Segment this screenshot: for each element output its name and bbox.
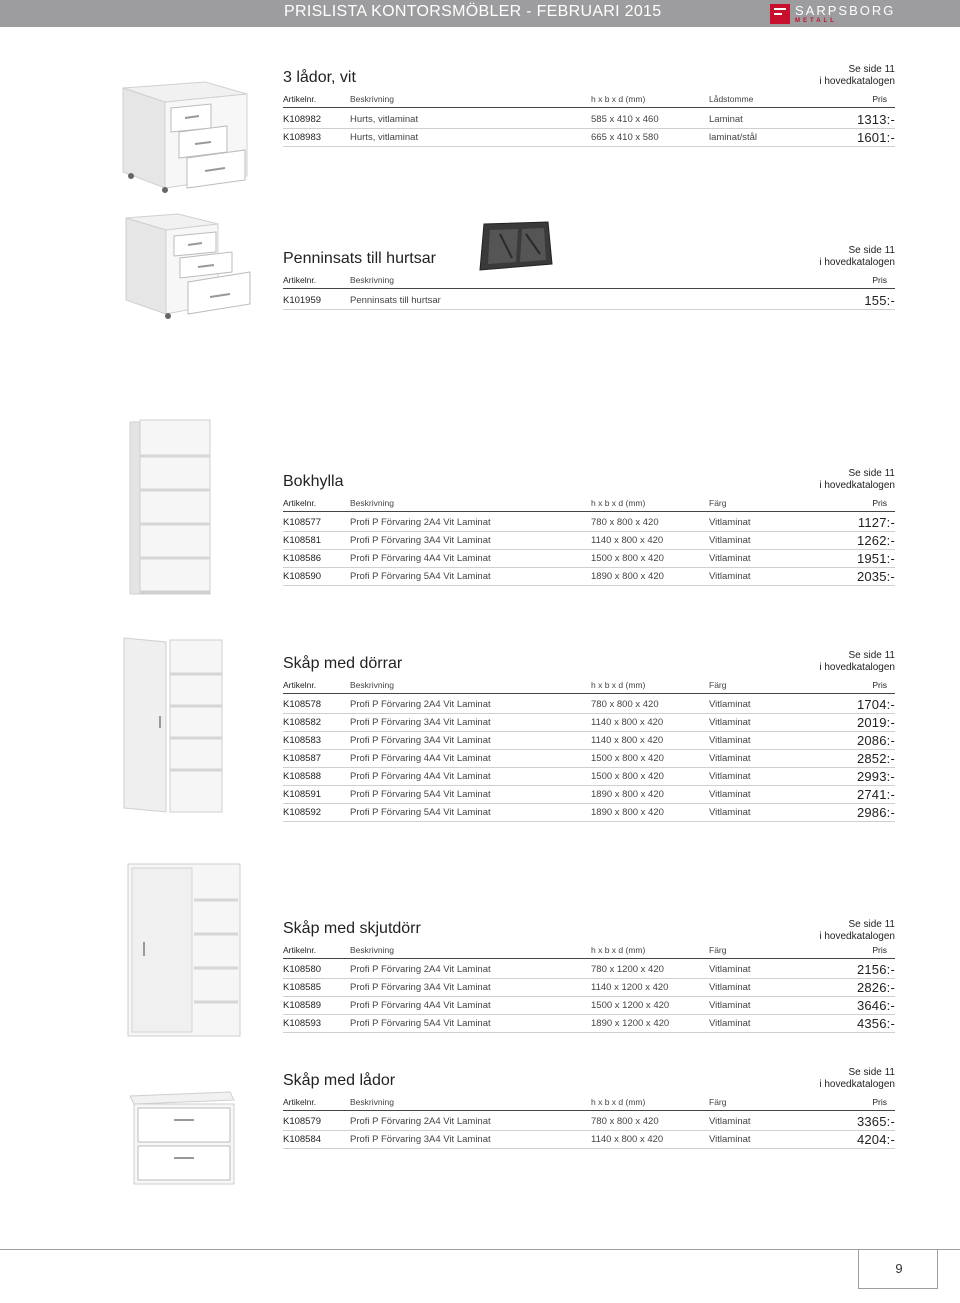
material-cell: Vitlaminat <box>709 571 751 582</box>
column-header-material: Färg <box>709 1097 727 1107</box>
article-number-cell: K108580 <box>283 964 322 975</box>
price-cell: 1704:- <box>856 697 895 712</box>
catalog-reference-line: Se side 11 <box>848 650 895 661</box>
price-section <box>283 649 895 828</box>
material-cell: Vitlaminat <box>709 1116 751 1127</box>
article-number-cell: K108587 <box>283 753 322 764</box>
description-cell: Profi P Förvaring 2A4 Vit Laminat <box>350 699 491 710</box>
column-header-price: Pris <box>872 1097 887 1107</box>
price-section <box>283 1066 895 1155</box>
table-row <box>283 129 895 147</box>
description-cell: Hurts, vitlaminat <box>350 131 419 143</box>
table-row <box>283 714 895 732</box>
table-row <box>283 997 895 1015</box>
catalog-reference <box>819 468 895 492</box>
pedestal-3-drawers-image <box>115 80 255 195</box>
table-row <box>283 1131 895 1149</box>
table-row <box>283 804 895 822</box>
column-header-description: Beskrivning <box>350 680 394 690</box>
column-header-price: Pris <box>872 945 887 955</box>
table-header <box>283 680 895 694</box>
material-cell: Vitlaminat <box>709 807 751 818</box>
column-header-material: Färg <box>709 680 727 690</box>
material-cell: Vitlaminat <box>709 717 751 728</box>
section-title: Skåp med lådor <box>283 1072 396 1089</box>
column-header-article-number: Artikelnr. <box>283 94 317 104</box>
dimensions-cell: 780 x 1200 x 420 <box>591 964 664 975</box>
table-row <box>283 696 895 714</box>
price-section <box>283 244 895 316</box>
catalog-reference <box>819 650 895 674</box>
section-title: Skåp med skjutdörr <box>283 920 421 937</box>
column-header-price: Pris <box>872 680 887 690</box>
top-header-bar <box>0 0 960 27</box>
dimensions-cell: 1500 x 800 x 420 <box>591 553 664 564</box>
dimensions-cell: 1500 x 1200 x 420 <box>591 1000 670 1011</box>
description-cell: Profi P Förvaring 2A4 Vit Laminat <box>350 964 491 975</box>
material-cell: Vitlaminat <box>709 753 751 764</box>
material-cell: Vitlaminat <box>709 789 751 800</box>
dimensions-cell: 1140 x 800 x 420 <box>591 717 664 728</box>
price-cell: 1127:- <box>857 515 895 530</box>
price-cell: 2086:- <box>856 733 895 748</box>
table-row <box>283 550 895 568</box>
material-cell: Vitlaminat <box>709 1134 751 1145</box>
catalog-reference-line: Se side 11 <box>848 245 895 256</box>
sarpsborg-logo <box>770 3 895 25</box>
description-cell: Profi P Förvaring 4A4 Vit Laminat <box>350 1000 491 1011</box>
description-cell: Profi P Förvaring 2A4 Vit Laminat <box>350 517 491 528</box>
article-number-cell: K108577 <box>283 517 322 528</box>
logo-mark-icon <box>770 4 790 24</box>
section-title: Penninsats till hurtsar <box>283 250 436 267</box>
catalog-reference-line: Se side 11 <box>848 64 895 75</box>
article-number-cell: K108586 <box>283 553 322 564</box>
catalog-reference <box>819 64 895 88</box>
description-cell: Profi P Förvaring 2A4 Vit Laminat <box>350 1116 491 1127</box>
material-cell: Vitlaminat <box>709 699 751 710</box>
article-number-cell: K108588 <box>283 771 322 782</box>
article-number-cell: K101959 <box>283 295 322 306</box>
price-cell: 1601:- <box>856 129 895 145</box>
price-cell: 3646:- <box>856 998 895 1013</box>
dimensions-cell: 1890 x 800 x 420 <box>591 571 664 582</box>
catalog-reference-line: i hovedkatalogen <box>819 931 895 942</box>
price-section <box>283 918 895 1039</box>
cabinet-drawers-image <box>124 1090 236 1186</box>
description-cell: Hurts, vitlaminat <box>350 114 419 125</box>
section-title: Bokhylla <box>283 473 344 490</box>
table-row <box>283 750 895 768</box>
dimensions-cell: 780 x 800 x 420 <box>591 1116 659 1127</box>
catalog-reference-line: Se side 11 <box>848 1067 895 1078</box>
column-header-material: Lådstomme <box>709 94 754 104</box>
column-header-description: Beskrivning <box>350 275 394 285</box>
dimensions-cell: 1890 x 800 x 420 <box>591 807 664 818</box>
price-cell: 1951:- <box>856 551 895 566</box>
column-header-description: Beskrivning <box>350 94 394 104</box>
article-number-cell: K108581 <box>283 535 322 546</box>
dimensions-cell: 780 x 800 x 420 <box>591 517 659 528</box>
table-row <box>283 768 895 786</box>
price-cell: 2156:- <box>856 962 895 977</box>
description-cell: Profi P Förvaring 3A4 Vit Laminat <box>350 1134 491 1145</box>
description-cell: Penninsats till hurtsar <box>350 295 441 306</box>
article-number-cell: K108590 <box>283 571 322 582</box>
material-cell: laminat/stål <box>709 131 758 143</box>
description-cell: Profi P Förvaring 4A4 Vit Laminat <box>350 753 491 764</box>
price-cell: 2986:- <box>856 805 895 820</box>
table-header <box>283 94 895 108</box>
page-number: 9 <box>895 1261 903 1276</box>
page-number-box <box>858 1249 938 1289</box>
cabinet-sliding-door-image <box>124 862 244 1038</box>
article-number-cell: K108589 <box>283 1000 322 1011</box>
price-cell: 155:- <box>864 293 895 308</box>
price-cell: 4204:- <box>856 1132 895 1147</box>
description-cell: Profi P Förvaring 5A4 Vit Laminat <box>350 789 491 800</box>
column-header-dimensions: h x b x d (mm) <box>591 498 646 508</box>
material-cell: Laminat <box>709 114 743 125</box>
price-section <box>283 63 895 152</box>
article-number-cell: K108584 <box>283 1134 322 1145</box>
price-cell: 2852:- <box>856 751 895 766</box>
material-cell: Vitlaminat <box>709 1018 751 1029</box>
catalog-reference-line: i hovedkatalogen <box>819 257 895 268</box>
table-header <box>283 945 895 959</box>
dimensions-cell: 665 x 410 x 580 <box>591 131 659 143</box>
article-number-cell: K108585 <box>283 982 322 993</box>
column-header-material: Färg <box>709 945 727 955</box>
material-cell: Vitlaminat <box>709 1000 751 1011</box>
article-number-cell: K108578 <box>283 699 322 710</box>
article-number-cell: K108582 <box>283 717 322 728</box>
catalog-reference-line: i hovedkatalogen <box>819 662 895 673</box>
price-cell: 2741:- <box>856 787 895 802</box>
article-number-cell: K108592 <box>283 807 322 818</box>
dimensions-cell: 585 x 410 x 460 <box>591 114 659 125</box>
price-cell: 2035:- <box>856 569 895 584</box>
column-header-description: Beskrivning <box>350 1097 394 1107</box>
table-row <box>283 514 895 532</box>
article-number-cell: K108593 <box>283 1018 322 1029</box>
catalog-reference <box>819 1067 895 1091</box>
footer-line <box>0 1249 960 1250</box>
catalog-reference-line: i hovedkatalogen <box>819 76 895 87</box>
table-row <box>283 786 895 804</box>
column-header-price: Pris <box>872 94 887 104</box>
dimensions-cell: 1890 x 800 x 420 <box>591 789 664 800</box>
catalog-reference-line: Se side 11 <box>848 919 895 930</box>
price-cell: 2993:- <box>856 769 895 784</box>
description-cell: Profi P Förvaring 3A4 Vit Laminat <box>350 535 491 546</box>
price-cell: 2019:- <box>856 715 895 730</box>
logo-subtitle: METALL <box>795 18 837 24</box>
price-cell: 1262:- <box>856 533 895 548</box>
catalog-reference-line: i hovedkatalogen <box>819 480 895 491</box>
dimensions-cell: 1140 x 800 x 420 <box>591 1134 664 1145</box>
description-cell: Profi P Förvaring 4A4 Vit Laminat <box>350 771 491 782</box>
table-row <box>283 568 895 586</box>
dimensions-cell: 1890 x 1200 x 420 <box>591 1018 670 1029</box>
table-header <box>283 498 895 512</box>
column-header-article-number: Artikelnr. <box>283 275 317 285</box>
dimensions-cell: 1500 x 800 x 420 <box>591 753 664 764</box>
table-row <box>283 732 895 750</box>
section-title: 3 lådor, vit <box>283 69 356 86</box>
catalog-reference-line: i hovedkatalogen <box>819 1079 895 1090</box>
section-title: Skåp med dörrar <box>283 655 403 672</box>
column-header-description: Beskrivning <box>350 945 394 955</box>
catalog-reference-line: Se side 11 <box>848 468 895 479</box>
material-cell: Vitlaminat <box>709 553 751 564</box>
description-cell: Profi P Förvaring 4A4 Vit Laminat <box>350 553 491 564</box>
table-row <box>283 979 895 997</box>
catalog-reference <box>819 919 895 943</box>
article-number-cell: K108591 <box>283 789 322 800</box>
table-header <box>283 1097 895 1111</box>
column-header-dimensions: h x b x d (mm) <box>591 945 646 955</box>
table-row <box>283 1113 895 1131</box>
material-cell: Vitlaminat <box>709 535 751 546</box>
column-header-material: Färg <box>709 498 727 508</box>
column-header-dimensions: h x b x d (mm) <box>591 1097 646 1107</box>
table-row <box>283 111 895 129</box>
material-cell: Vitlaminat <box>709 517 751 528</box>
column-header-price: Pris <box>872 275 887 285</box>
description-cell: Profi P Förvaring 5A4 Vit Laminat <box>350 1018 491 1029</box>
column-header-price: Pris <box>872 498 887 508</box>
table-header <box>283 275 895 289</box>
table-row <box>283 532 895 550</box>
price-cell: 3365:- <box>856 1114 895 1129</box>
column-header-description: Beskrivning <box>350 498 394 508</box>
dimensions-cell: 1140 x 800 x 420 <box>591 735 664 746</box>
description-cell: Profi P Förvaring 5A4 Vit Laminat <box>350 807 491 818</box>
dimensions-cell: 1500 x 800 x 420 <box>591 771 664 782</box>
column-header-article-number: Artikelnr. <box>283 945 317 955</box>
description-cell: Profi P Förvaring 3A4 Vit Laminat <box>350 982 491 993</box>
table-row <box>283 1015 895 1033</box>
article-number-cell: K108579 <box>283 1116 322 1127</box>
material-cell: Vitlaminat <box>709 982 751 993</box>
description-cell: Profi P Förvaring 5A4 Vit Laminat <box>350 571 491 582</box>
cabinet-doors-image <box>120 636 228 816</box>
price-section <box>283 467 895 592</box>
article-number-cell: K108583 <box>283 735 322 746</box>
catalog-reference <box>819 245 895 269</box>
column-header-dimensions: h x b x d (mm) <box>591 94 646 104</box>
description-cell: Profi P Förvaring 3A4 Vit Laminat <box>350 717 491 728</box>
article-number-cell: K108982 <box>283 114 322 125</box>
dimensions-cell: 780 x 800 x 420 <box>591 699 659 710</box>
dimensions-cell: 1140 x 800 x 420 <box>591 535 664 546</box>
column-header-article-number: Artikelnr. <box>283 680 317 690</box>
table-row <box>283 292 895 310</box>
price-cell: 1313:- <box>856 112 895 127</box>
price-cell: 4356:- <box>856 1016 895 1031</box>
price-cell: 2826:- <box>856 980 895 995</box>
bookcase-image <box>128 418 214 598</box>
material-cell: Vitlaminat <box>709 771 751 782</box>
material-cell: Vitlaminat <box>709 735 751 746</box>
table-row <box>283 961 895 979</box>
column-header-dimensions: h x b x d (mm) <box>591 680 646 690</box>
logo-word: SARPSBORG <box>795 3 896 18</box>
article-number-cell: K108983 <box>283 131 322 143</box>
material-cell: Vitlaminat <box>709 964 751 975</box>
column-header-article-number: Artikelnr. <box>283 1097 317 1107</box>
description-cell: Profi P Förvaring 3A4 Vit Laminat <box>350 735 491 746</box>
column-header-article-number: Artikelnr. <box>283 498 317 508</box>
pedestal-open-drawer-image <box>118 212 258 322</box>
dimensions-cell: 1140 x 1200 x 420 <box>591 982 669 993</box>
document-title: PRISLISTA KONTORSMÖBLER - FEBRUARI 2015 <box>284 3 662 20</box>
